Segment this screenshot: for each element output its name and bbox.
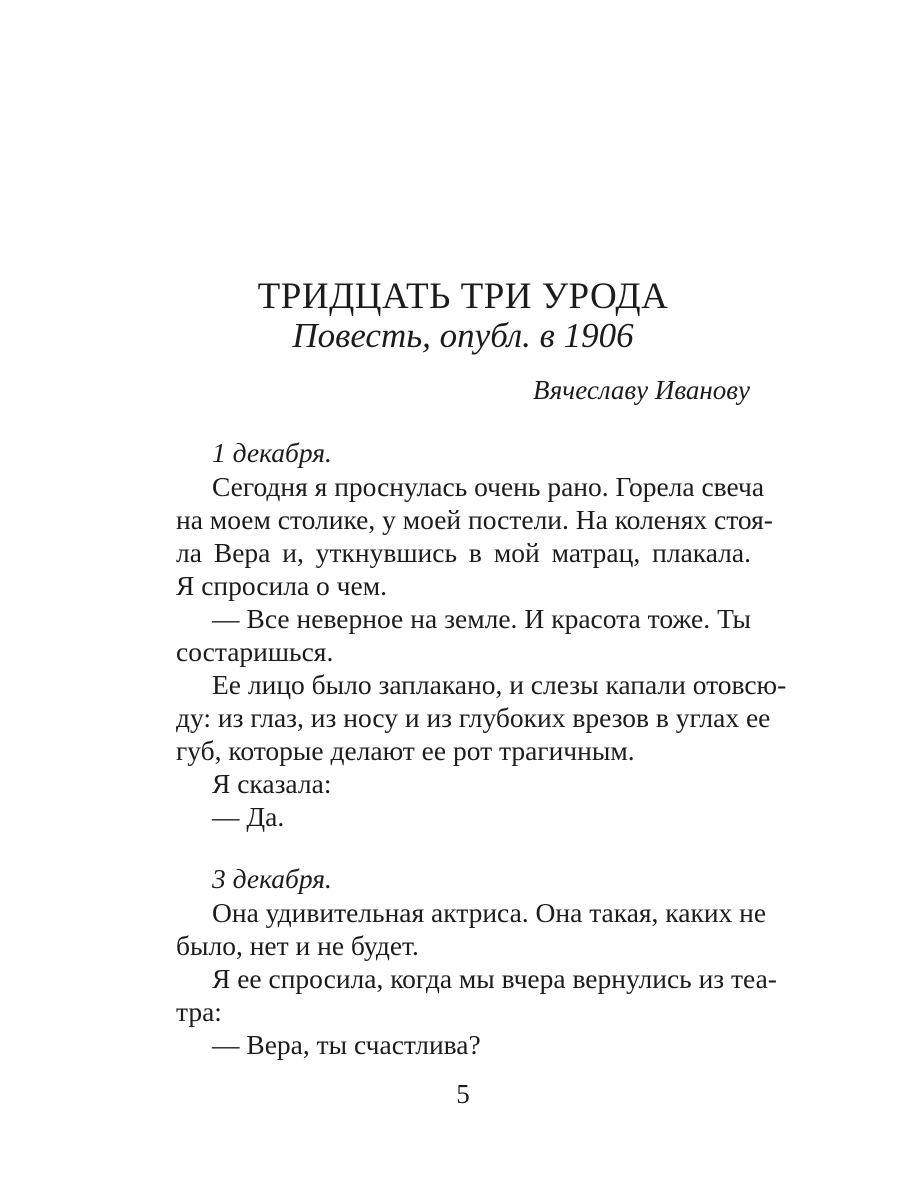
text-line: Она удивительная актриса. Она такая, каких не xyxy=(212,897,767,928)
dedication: Вячеславу Иванову xyxy=(532,375,750,405)
page-number: 5 xyxy=(456,1079,470,1109)
entry-date: 1 декабря. xyxy=(212,437,332,468)
text-line: — Все неверное на земле. И красота тоже. Ты xyxy=(212,603,751,634)
story-subtitle: Повесть, опубл. в 1906 xyxy=(292,316,634,355)
text-line: Я ее спросила, когда мы вчера вернулись из теа- xyxy=(212,963,777,994)
text-line: ду: из глаз, из носу и из глубоких врезов в углах ее xyxy=(176,702,771,733)
text-line: Я сказала: xyxy=(212,768,332,799)
text-line: Я спросила о чем. xyxy=(176,570,387,601)
story-title: ТРИДЦАТЬ ТРИ УРОДА xyxy=(257,276,669,317)
text-line: Ее лицо было заплакано, и слезы капали отовсю- xyxy=(212,669,787,700)
text-line: было, нет и не будет. xyxy=(176,930,419,961)
entry-date: 3 декабря. xyxy=(212,863,332,894)
text-line: — Вера, ты счастлива? xyxy=(212,1029,481,1060)
text-line: ла Вера и, уткнувшись в мой матрац, плакала. xyxy=(176,537,751,568)
text-line: — Да. xyxy=(212,801,285,832)
text-line: состаришься. xyxy=(176,636,334,667)
text-line: на моем столике, у моей постели. На коленях стоя- xyxy=(176,504,773,535)
text-line: губ, которые делают ее рот трагичным. xyxy=(176,735,635,766)
text-line: тра: xyxy=(176,996,222,1027)
text-line: Сегодня я проснулась очень рано. Горела свеча xyxy=(212,471,765,502)
